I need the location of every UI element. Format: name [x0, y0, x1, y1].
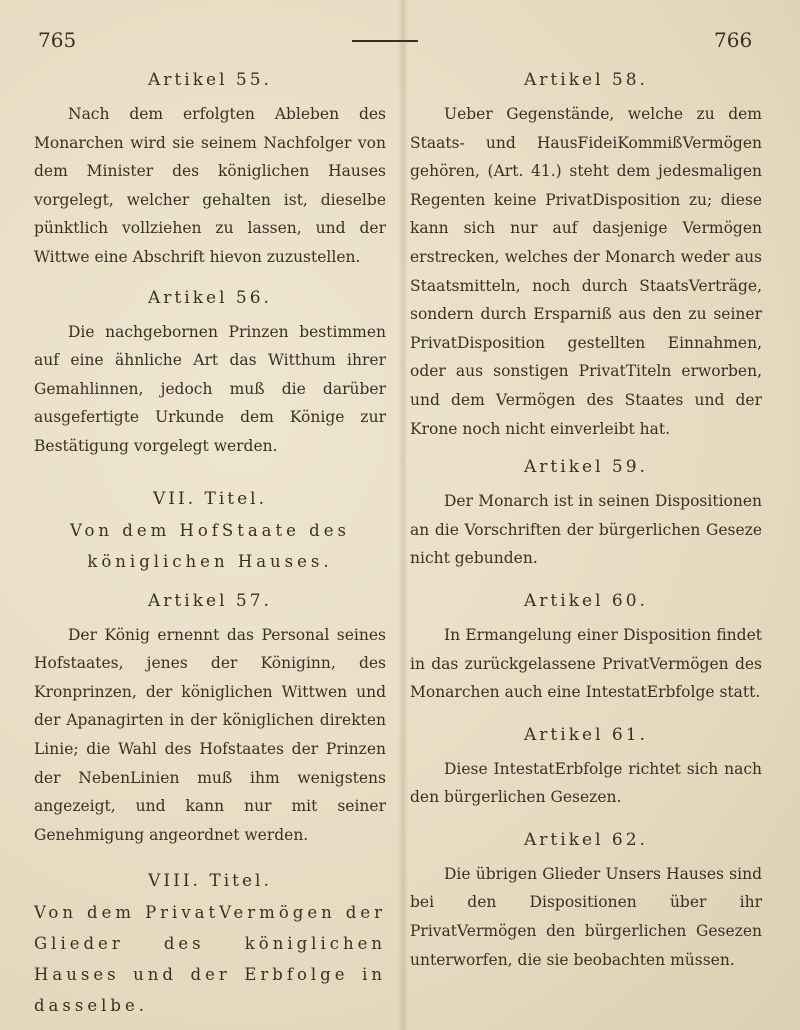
article-59-heading: Artikel 59. — [524, 457, 648, 478]
article-55-text: Nach dem erfolgten Ableben des Monarchen wird sie seinem Nachfolger von dem Minister des königlichen Hauses vorgelegt, welcher gehalten ist, dieselbe pünktlich vollziehen zu lassen, und der Wittwe eine Abschrift hievon zuzustellen. — [34, 105, 386, 266]
titel-8-subtitle: Von dem PrivatVermögen der Glieder des königlichen Hauses und der Erbfolge in dasselbe. — [34, 903, 386, 1016]
book-gutter — [398, 0, 408, 1030]
article-62-text: Die übrigen Glieder Unsers Hauses sind bei den Dispositionen über ihr PrivatVermögen den bürgerlichen Gesezen unterworfen, die sie beobachten müssen. — [410, 864, 762, 969]
right-column — [410, 68, 762, 974]
right-page-number: 766 — [714, 28, 753, 52]
left-page-number: 765 — [38, 28, 77, 52]
article-57-text: Der König ernennt das Personal seines Hofstaates, jenes der Königinn, des Kronprinzen, der königlichen Wittwen und der Apanagirten in der königlichen direkten Linie; die Wahl des Hofstaates der Prinzen der NebenLinien muß ihm wenigstens angezeigt, und kann nur mit seiner Genehmigung angeordnet werden. — [34, 625, 386, 844]
article-56-text: Die nachgebornen Prinzen bestimmen auf eine ähnliche Art das Witthum ihrer Gemahlinnen, jedoch muß die darüber ausgefertigte Urkunde dem Könige zur Bestätigung vorgelegt werden. — [34, 322, 386, 455]
article-55-heading: Artikel 55. — [148, 70, 272, 90]
article-62-heading: Artikel 62. — [524, 829, 648, 850]
article-58-text: Ueber Gegenstände, welche zu dem Staats- und HausFideiKommißVermögen gehören, (Art. 41.) steht dem jedesmaligen Regenten keine PrivatDisposition zu; diese kann sich nur auf dasjenige Vermögen erstrecken, welches der Monarch weder aus Staatsmitteln, noch durch StaatsVerträge, sondern durch Ersparniß aus den zu seiner PrivatDisposition gestellten Einnahmen, oder aus sonstigen PrivatTiteln erworben, und dem Vermögen des Staates und der Krone noch nicht einverleibt hat. — [410, 105, 762, 438]
article-60-heading: Artikel 60. — [524, 590, 648, 611]
article-61-heading: Artikel 61. — [524, 724, 648, 745]
left-column — [34, 68, 386, 1029]
article-56-heading: Artikel 56. — [148, 287, 272, 308]
header-rule — [352, 40, 418, 42]
titel-8-heading: VIII. Titel. — [148, 871, 272, 892]
article-61-text: Diese IntestatErbfolge richtet sich nach den bürgerlichen Gesezen. — [410, 759, 762, 807]
article-57-heading: Artikel 57. — [148, 590, 272, 611]
article-60-text: In Ermangelung einer Disposition findet in das zurückgelassene PrivatVermögen des Monarchen auch eine IntestatErbfolge statt. — [410, 625, 762, 702]
article-58-heading: Artikel 58. — [524, 70, 648, 90]
titel-7-subtitle: Von dem HofStaate des königlichen Hauses. — [70, 520, 350, 571]
article-59-text: Der Monarch ist in seinen Dispositionen an die Vorschriften der bürgerlichen Geseze nicht gebunden. — [410, 492, 762, 568]
titel-7-heading: VII. Titel. — [152, 488, 268, 509]
